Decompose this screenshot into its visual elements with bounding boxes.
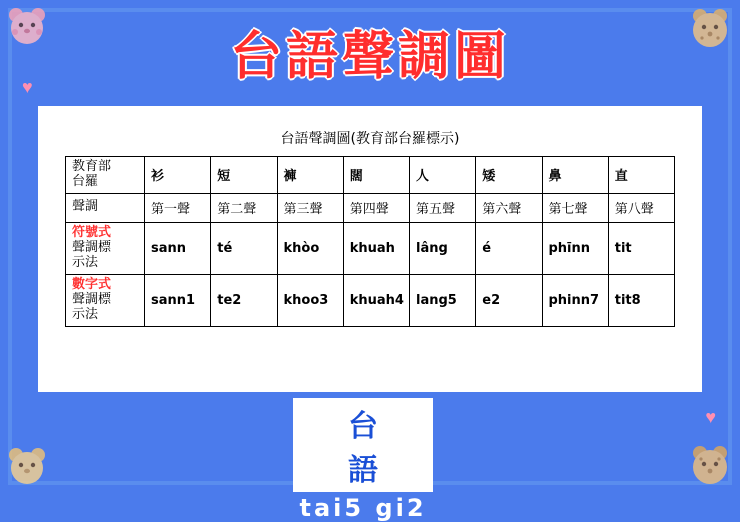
tone-cell: 第七聲 bbox=[542, 193, 608, 222]
tone-cell: 第二聲 bbox=[211, 193, 277, 222]
cookie-bear-icon-bottom-right bbox=[680, 437, 738, 491]
table-row-diacritic bbox=[66, 222, 675, 274]
row-label-moe-tailo-line1: 教育部 bbox=[72, 159, 112, 174]
romanization-cell: khòo bbox=[277, 222, 343, 274]
character-cell: 衫 bbox=[145, 157, 211, 194]
romanization-cell: khuah bbox=[343, 222, 409, 274]
romanization-cell: lâng bbox=[410, 222, 476, 274]
character-cell: 鼻 bbox=[542, 157, 608, 194]
row-label-number-style-line1: 聲調標 bbox=[72, 291, 112, 307]
character-cell: 人 bbox=[410, 157, 476, 194]
numeric-romanization-cell: khoo3 bbox=[277, 274, 343, 326]
heart-icon-right: ♥ bbox=[705, 407, 716, 427]
bottom-badge bbox=[293, 398, 436, 522]
romanization-cell: sann bbox=[145, 222, 211, 274]
row-label-tone: 聲調 bbox=[66, 193, 145, 222]
character-cell: 褲 bbox=[277, 157, 343, 194]
numeric-romanization-cell: tit8 bbox=[608, 274, 674, 326]
row-label-symbol-style bbox=[66, 222, 145, 274]
numeric-romanization-cell: sann1 bbox=[145, 274, 211, 326]
table-row-tones bbox=[66, 193, 675, 222]
row-label-symbol-style-line1: 聲調標 bbox=[72, 239, 112, 255]
table-row-characters bbox=[66, 157, 675, 194]
row-label-moe-tailo bbox=[66, 157, 145, 194]
row-label-symbol-style-line2: 示法 bbox=[72, 254, 99, 270]
romanization-cell: tit bbox=[608, 222, 674, 274]
character-cell: 直 bbox=[608, 157, 674, 194]
tone-chart-card bbox=[38, 106, 702, 392]
tone-cell: 第四聲 bbox=[343, 193, 409, 222]
romanization-cell: phīnn bbox=[542, 222, 608, 274]
badge-han-text: 台 語 bbox=[293, 398, 433, 492]
tone-table bbox=[65, 156, 675, 327]
badge-romanization-text: tai5 gi2 bbox=[299, 494, 427, 522]
row-label-symbol-style-red: 符號式 bbox=[72, 224, 112, 240]
character-cell: 矮 bbox=[476, 157, 542, 194]
romanization-cell: é bbox=[476, 222, 542, 274]
page-title: 台語聲調圖 bbox=[229, 27, 510, 87]
tone-cell: 第五聲 bbox=[410, 193, 476, 222]
row-label-number-style bbox=[66, 274, 145, 326]
tone-cell: 第八聲 bbox=[608, 193, 674, 222]
bear-icon-bottom-left bbox=[2, 439, 56, 491]
numeric-romanization-cell: te2 bbox=[211, 274, 277, 326]
numeric-romanization-cell: phinn7 bbox=[542, 274, 608, 326]
tone-cell: 第三聲 bbox=[277, 193, 343, 222]
romanization-cell: té bbox=[211, 222, 277, 274]
numeric-romanization-cell: khuah4 bbox=[343, 274, 409, 326]
heart-icon-left: ♥ bbox=[22, 77, 33, 97]
tone-cell: 第一聲 bbox=[145, 193, 211, 222]
row-label-number-style-red: 數字式 bbox=[72, 276, 112, 292]
row-label-moe-tailo-line2: 台羅 bbox=[72, 173, 99, 189]
numeric-romanization-cell: e2 bbox=[476, 274, 542, 326]
tone-cell: 第六聲 bbox=[476, 193, 542, 222]
table-row-numeric bbox=[66, 274, 675, 326]
character-cell: 闊 bbox=[343, 157, 409, 194]
character-cell: 短 bbox=[211, 157, 277, 194]
chart-caption: 台語聲調圖(教育部台羅標示) bbox=[280, 131, 460, 147]
numeric-romanization-cell: lang5 bbox=[410, 274, 476, 326]
row-label-number-style-line2: 示法 bbox=[72, 306, 99, 322]
